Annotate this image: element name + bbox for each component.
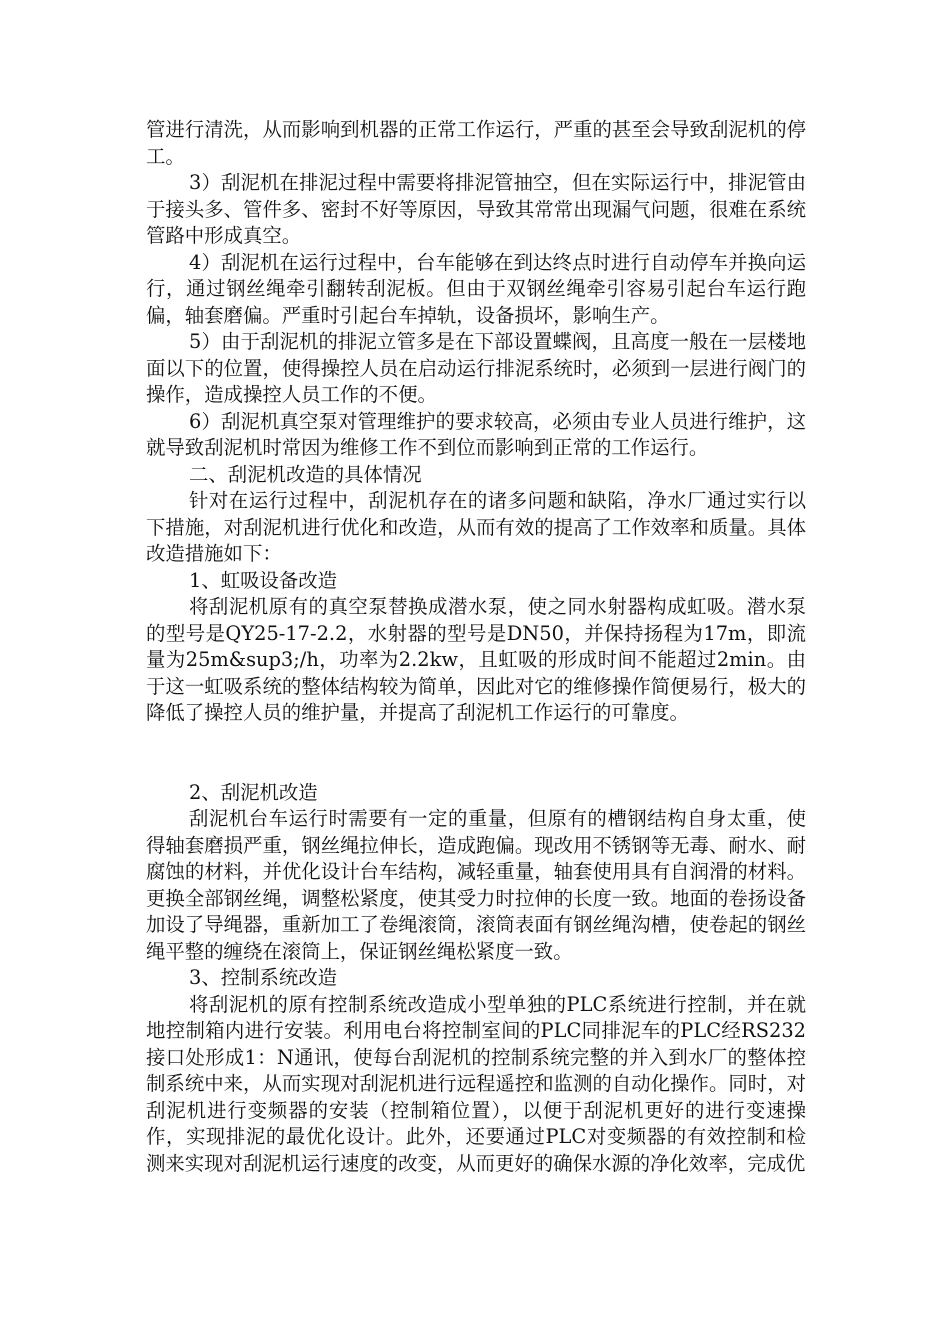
section-heading-2: 二、刮泥机改造的具体情况 (189, 462, 422, 486)
blank-gap (146, 727, 806, 780)
paragraph-control: 将刮泥机的原有控制系统改造成小型单独的PLC系统进行控制，并在就地控制箱内进行安装。利用电台将控制室间的PLC同排泥车的PLC经RS232接口处形成1：N通讯，使每台刮泥机的控制系统完整的并入到水厂的整体控制系统中来，从而实现对刮泥机进行远程遥控和监测的自动化操作。同时，对刮泥机进行变频器的安装（控制箱位置），以便于刮泥机更好的进行变速操作，实现排泥的最优化设计。此外，还要通过PLC对变频器的有效控制和检测来实现对刮泥机运行速度的改变，从而更好的确保水源的净化效率，完成优 (146, 992, 806, 1175)
subheading-scraper: 2、刮泥机改造 (189, 780, 318, 804)
paragraph-scraper: 刮泥机台车运行时需要有一定的重量，但原有的槽钢结构自身太重，使得轴套磨损严重，钢丝绳拉伸长，造成跑偏。现改用不锈钢等无毒、耐水、耐腐蚀的材料，并优化设计台车结构，减轻重量，轴套使用具有自润滑的材料。更换全部钢丝绳，调整松紧度，使其受力时拉伸的长度一致。地面的卷扬设备加设了导绳器，重新加工了卷绳滚筒，滚筒表面有钢丝绳沟槽，使卷起的钢丝绳平整的缠绕在滚筒上，保证钢丝绳松紧度一致。 (146, 807, 806, 963)
paragraph-item-5: 5）由于刮泥机的排泥立管多是在下部设置蝶阀，且高度一般在一层楼地面以下的位置，使得操控人员在启动运行排泥系统时，必须到一层进行阀门的操作，造成操控人员工作的不便。 (146, 330, 806, 406)
paragraph-intro: 针对在运行过程中，刮泥机存在的诸多问题和缺陷，净水厂通过实行以下措施，对刮泥机进行优化和改造，从而有效的提高了工作效率和质量。具体改造措施如下： (146, 489, 806, 565)
subheading-siphon: 1、虹吸设备改造 (189, 568, 338, 592)
paragraph-item-6: 6）刮泥机真空泵对管理维护的要求较高，必须由专业人员进行维护，这就导致刮泥机时常因为维修工作不到位而影响到正常的工作运行。 (146, 409, 806, 459)
paragraph-item-4: 4）刮泥机在运行过程中，台车能够在到达终点时进行自动停车并换向运行，通过钢丝绳牵引翻转刮泥板。但由于双钢丝绳牵引容易引起台车运行跑偏，轴套磨偏。严重时引起台车掉轨，设备损坏，影响生产。 (146, 250, 806, 327)
subheading-control: 3、控制系统改造 (189, 966, 338, 989)
paragraph-siphon: 将刮泥机原有的真空泵替换成潜水泵，使之同水射器构成虹吸。潜水泵的型号是QY25-17-2.2，水射器的型号是DN50，并保持扬程为17m，即流量为25m&sup3;/h，功率为2.2kw，且虹吸的形成时间不能超过2min。由于这一虹吸系统的整体结构较为简单，因此对它的维修操作简便易行，极大的降低了操控人员的维护量，并提高了刮泥机工作运行的可靠度。 (146, 595, 806, 724)
document-body (146, 117, 806, 1177)
paragraph-continuation: 管进行清洗，从而影响到机器的正常工作运行，严重的甚至会导致刮泥机的停工。 (146, 118, 806, 168)
paragraph-item-3: 3）刮泥机在排泥过程中需要将排泥管抽空，但在实际运行中，排泥管由于接头多、管件多、密封不好等原因，导致其常常出现漏气问题，很难在系统管路中形成真空。 (146, 171, 806, 247)
